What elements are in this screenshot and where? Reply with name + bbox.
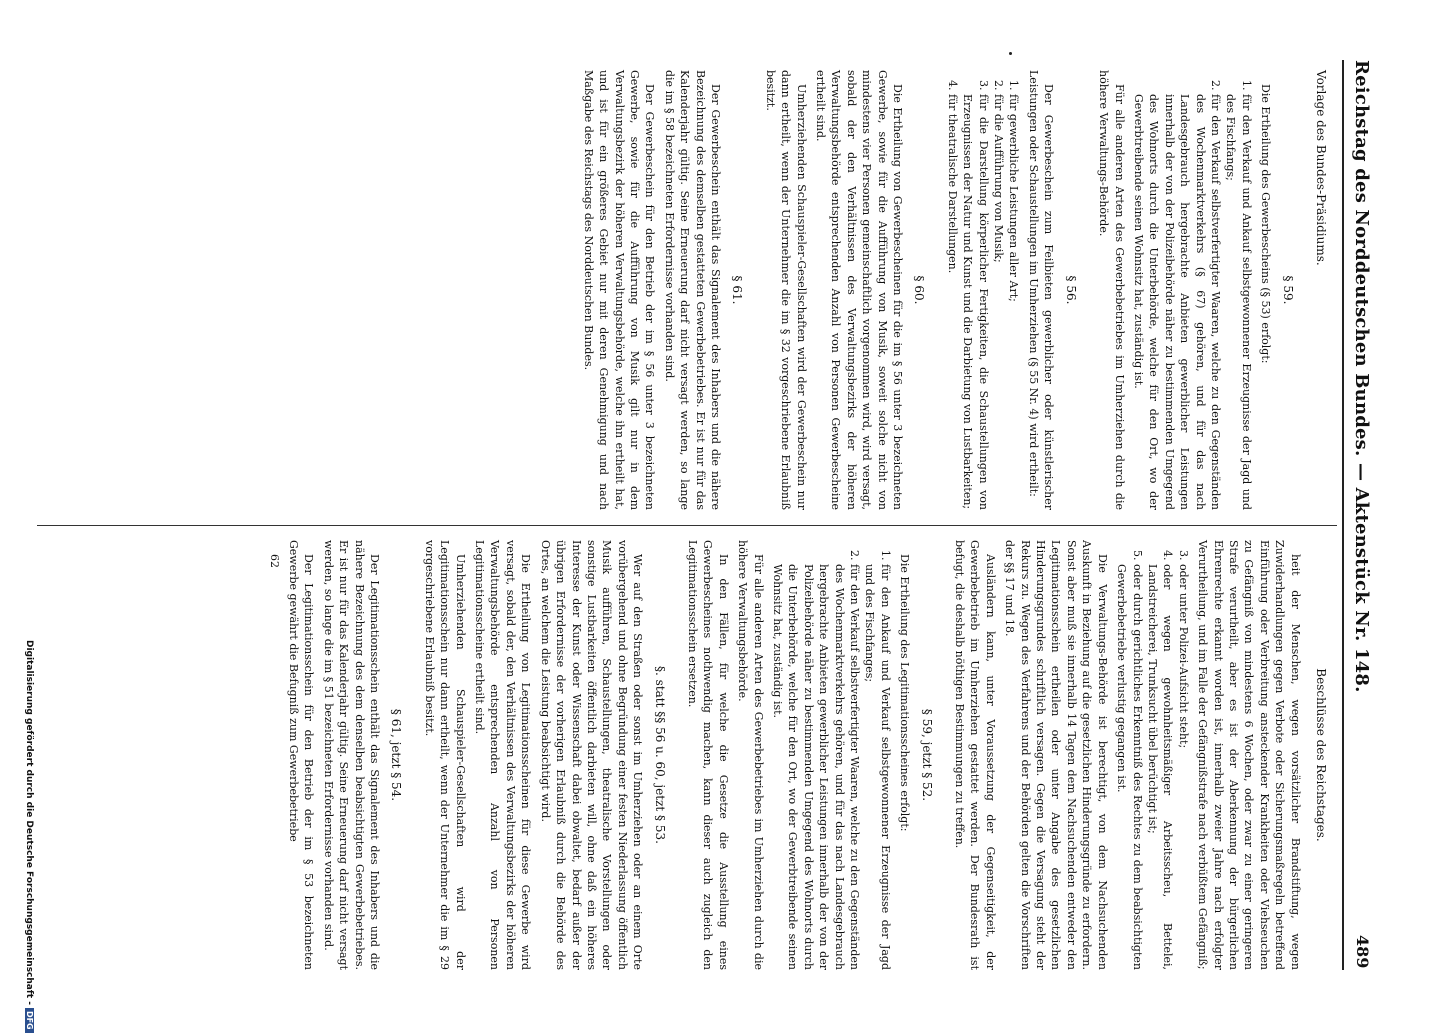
paragraph: Ausländern kann, unter Voraussetzung der Gegenseitigkeit, der Gewerbebetrieb im Umherziehen gestattet werden. Der Bundesrath ist befugt, die deshalb nöthigen Bestimmungen zu treffen. — [953, 540, 997, 970]
paragraph: Umherziehenden Schauspieler-Gesellschaften wird der Legitimationsschein nur dann ertheilt, wenn der Unternehmer die im § 29 vorgeschriebene Erlaubniß besitzt. — [422, 540, 467, 970]
enumerated-list — [944, 70, 1021, 510]
section-title: § 61, jetzt § 54. — [389, 708, 404, 802]
list-item — [1223, 70, 1254, 510]
item-text: für den Verkauf und Ankauf selbstgewonnener Erzeugnisse der Jagd und des Fischfangs; — [1224, 94, 1253, 510]
item-text: für den Verkauf selbstverfertigter Waaren, welche zu den Gegenständen des Wochenmarktverkehrs (§ 67) gehören, und für das nach Landesgebrauch hergebrachte Anbieten gewerblicher Leistungen innerhalb der von der Polizeibehörde näher zu bestimmenden Umgegend des Wohnorts durch die Unterbehörde, welche für den Ort, wo der Gewerbtreibende seinen Wohnsitz hat, zuständig ist. — [1131, 94, 1222, 510]
item-text: für die Aufführung von Musik; — [992, 94, 1006, 263]
item-number: 4. — [945, 80, 959, 91]
paragraph: In den Fällen, für welche die Gesetze die Ausstellung eines Gewerbescheines nothwendig machen, kann dieser auch zugleich den Legitimationsschein ersetzen. — [685, 540, 730, 970]
list-item — [1006, 70, 1021, 510]
list-item — [770, 540, 862, 970]
item-number: 3. — [1176, 550, 1190, 561]
paragraph: Der Gewerbeschein für den Betrieb der im § 56 unter 3 bezeichneten Gewerbe, sowie für die Aufführung von Musik gilt nur in dem Verwaltungsbezirk der höheren Verwaltungsbehörde, welche ihn ertheilt hat, und ist für ein größeres Gebiet nur mit deren Genehmigung und nach Maßgabe des Reichstags des Norddeutschen Bundes. — [581, 70, 657, 510]
list-item — [1131, 70, 1223, 510]
list-item — [862, 540, 893, 970]
page-header-title: Reichstag des Norddeutschen Bundes. — Aktenstück Nr. 148. — [1351, 60, 1372, 693]
item-text: oder wegen gewohnheitsmäßiger Arbeitsscheu, Bettelei, Landstreicherei, Trunksucht übel berüchtigt ist; — [1145, 564, 1175, 970]
paragraph: Die Ertheilung des Gewerbescheins (§ 53) erfolgt: — [1259, 84, 1273, 364]
section-title: § 61. — [730, 275, 745, 305]
list-item — [944, 70, 959, 510]
dfg-logo-badge: DFG — [25, 1008, 34, 1033]
paragraph: Die Ertheilung von Gewerbescheinen für die im § 56 unter 3 bezeichneten Gewerbe, sowie für die Aufführung von Musik, soweit solche nicht von mindestens vier Personen gemeinschaftlich vorgenommen wird, wird versagt, sobald der den Verhältnissen des Verwaltungsbezirks der höheren Verwaltungsbehörde entsprechenden Anzahl von Personen Gewerbescheine ertheilt sind. — [814, 70, 905, 510]
paragraph: Wer auf den Straßen oder sonst im Umherziehen oder an einem Orte vorübergehend und ohne Begründung einer festen Niederlassung öffentlich Musik aufführen, Schaustellungen, theatralische Vorstellungen oder sonstige Lustbarkeiten öffentlich darbieten will, ohne daß ein höheres Interesse der Kunst oder Wissenschaft dabei obwaltet, bedarf außer der übrigen Erfordernisse der vorherigen Erlaubniß durch die Behörde des Ortes, an welchem die Leistung beabsichtigt wird. — [538, 540, 645, 970]
column-divider — [37, 525, 1337, 526]
item-text: für den Ankauf und Verkauf selbstgewonnener Erzeugnisse der Jagd und des Fischfanges; — [863, 564, 892, 970]
item-number: 1. — [878, 550, 892, 561]
section-title: §. statt §§ 56 u. 60, jetzt § 53. — [652, 666, 667, 844]
item-number: 3. — [976, 80, 990, 91]
enumerated-list — [1114, 540, 1191, 970]
paragraph: Der Gewerbeschein zum Feilbieten gewerblicher oder künstlerischer Leistungen oder Schaustellungen im Umherziehen (§ 55 Nr. 4) wird ertheilt: — [1026, 70, 1056, 510]
paragraph: Die Verwaltungs-Behörde ist berechtigt, von dem Nachsuchenden Auskunft in Beziehung auf die gesetzlichen Hinderungsgründe zu erfordern. Sonst aber muß sie innerhalb 14 Tagen dem Nachsuchenden entweder den Legitimationsschein ertheilen oder unter Angabe des gesetzlichen Hinderungsgrundes schriftlich versagen. Gegen die Versagung steht der Rekurs zu. Wegen des Verfahrens und der Behörden gelten die Vorschriften der §§ 17 und 18. — [1003, 540, 1109, 970]
digitization-credit — [24, 640, 34, 1030]
paragraph: Der Gewerbeschein enthält das Signalement des Inhabers und die nähere Bezeichnung des demselben gestatteten Gewerbebetriebes. Er ist nur für das Kalenderjahr gültig. Seine Erneuerung darf nicht versagt werden, so lange die im § 58 bezeichneten Erfordernisse vorhanden sind. — [662, 70, 722, 510]
scan-speck — [1009, 52, 1012, 55]
paragraph: Die Ertheilung von Legitimationsscheinen für diese Gewerbe wird versagt, sobald der, den Verhältnissen des Verwaltungsbezirks der höheren Verwaltungsbehörde entsprechenden Anzahl von Personen Legitimationsscheine ertheilt sind. — [473, 540, 533, 970]
left-column-presidium-proposal — [576, 70, 1332, 510]
item-number: 1. — [1239, 80, 1253, 91]
paragraph: heit der Menschen, wegen vorsätzlicher Brandstiftung, wegen Zuwiderhandlungen gegen Verbote oder Sicherungsmaßregeln betreffend Einführung oder Verbreitung ansteckender Krankheiten oder Viehseuchen zu Gefängniß von mindestens 6 Wochen, oder zwar zu einer geringeren Strafe verurtheilt, aber es ist der Aberkennung der bürgerlichen Ehrenrechte erkannt worden ist, innerhalb zweier Jahre nach erfolgter Verurtheilung, und im Falle der Gefängnißstrafe nach verbüßtem Gefängniß; — [1196, 540, 1302, 970]
section-title: § 59. — [1280, 275, 1295, 305]
item-text: für die Darstellung körperlicher Fertigkeiten, die Schaustellungen von Erzeugnissen der Natur und Kunst und die Darbietung von Lustbarkeiten; — [961, 94, 990, 510]
item-number: 1. — [1007, 80, 1021, 91]
section-title: § 59, jetzt § 52. — [919, 708, 934, 802]
item-number: 2. — [848, 550, 862, 561]
item-number: 2. — [992, 80, 1006, 91]
item-text: für den Verkauf selbstverfertigter Waaren, welche zu den Gegenständen des Wochenmarktverkehrs gehören, und für das nach Landesgebrauch hergebrachte Anbieten gewerblicher Leistungen innerhalb der von der Polizeibehörde näher zu bestimmenden Umgegend des Wohnorts durch die Unterbehörde, welche für den Ort, wo der Gewerbtreibende seinen Wohnsitz hat, zuständig ist. — [771, 564, 862, 970]
list-item — [960, 70, 991, 510]
list-item — [1145, 540, 1176, 970]
paragraph: Der Legitimationsschein für den Betrieb der im § 53 bezeichneten Gewerbe gewährt die Befugniß zum Gewerbebetriebe — [287, 540, 316, 970]
item-number: 5. — [1130, 550, 1144, 561]
paragraph: Umherziehenden Schauspieler-Gesellschaften wird der Gewerbeschein nur dann ertheilt, wenn der Unternehmer die im § 32 vorgeschriebene Erlaubniß besitzt. — [763, 70, 808, 510]
header-rule — [1342, 60, 1344, 970]
list-item — [1114, 540, 1145, 970]
right-column-reichstag-resolutions — [262, 540, 1332, 970]
section-title: § 56. — [1063, 275, 1078, 305]
item-number: 4. — [1161, 550, 1175, 561]
column-heading: Beschlüsse des Reichstages. — [1314, 668, 1328, 842]
paragraph: Der Legitimationsschein enthält das Signalement des Inhabers und die nähere Bezeichnung des dem denselben beabsichtigten Gewerbebetriebes. Er ist nur für das Kalenderjahr gültig. Seine Erneuerung darf nicht versagt werden, so lange die im § 51 bezeichneten Erfordernisse vorhanden sind. — [321, 540, 382, 970]
paragraph: Für alle anderen Arten des Gewerbebetriebes im Umherziehen durch die höhere Verwaltungs-Behörde. — [1097, 70, 1126, 510]
list-item — [991, 70, 1006, 510]
paragraph: Für alle anderen Arten des Gewerbebetriebes im Umherziehen durch die höhere Verwaltungsbehörde. — [736, 540, 765, 970]
credit-text: Digitalisierung gefördert durch die Deutsche Forschungsgemeinschaft - — [24, 640, 34, 1005]
section-title: § 60. — [912, 275, 927, 305]
paragraph: Die Ertheilung des Legitimationsscheines erfolgt: — [898, 554, 912, 832]
paragraph: 62 — [267, 554, 281, 568]
item-text: für theatralische Darstellungen. — [945, 94, 959, 274]
item-text: für gewerbliche Leistungen aller Art; — [1007, 94, 1021, 302]
enumerated-list — [770, 540, 893, 970]
item-number: 2. — [1208, 80, 1222, 91]
page-number: 489 — [1353, 935, 1372, 969]
column-heading: Vorlage des Bundes-Präsidiums. — [1314, 70, 1328, 266]
list-item — [1175, 540, 1190, 970]
item-text: oder durch gerichtliches Erkenntniß des Rechtes zu dem beabsichtigten Gewerbebetriebe verlustig gegangen ist. — [1115, 564, 1144, 970]
enumerated-list — [1131, 70, 1254, 510]
item-text: oder unter Polizei-Aufsicht steht; — [1176, 564, 1190, 749]
